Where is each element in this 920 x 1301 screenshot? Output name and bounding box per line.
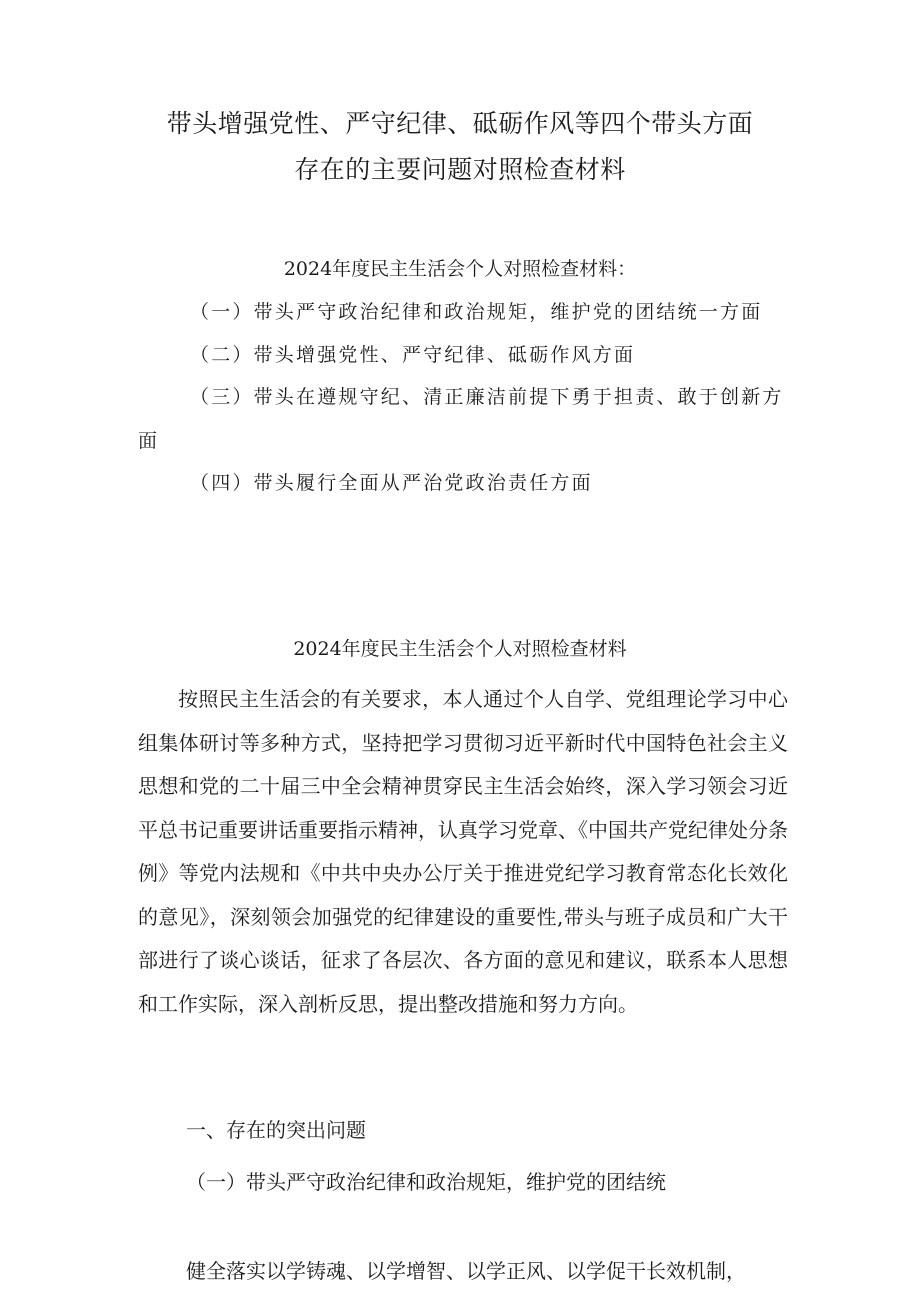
toc-item-2: （二）带头增强党性、严守纪律、砥砺作风方面 [190, 344, 636, 366]
document-title-line-2: 存在的主要问题对照检查材料 [294, 155, 626, 184]
toc-item-3: （三）带头在遵规守纪、清正廉洁前提下勇于担责、敢于创新方 [190, 386, 784, 408]
section-heading: 2024年度民主生活会个人对照检查材料 [293, 638, 627, 660]
intro-paragraph: 按照民主生活会的有关要求，本人通过个人自学、党组理论学习中心组集体研讨等多种方式，坚持把学习贯彻习近平新时代中国特色社会主义思想和党的二十届三中全会精神贯穿民主生活会始终，深入学习领会习近平总书记重要讲话重要指示精神，认真学习党章、《中国共产党纪律处分条例》等党内法规和《中共中央办公厅关于推进党纪学习教育常态化长效化的意见》，深刻领会加强党的纪律建设的重要性,带头与班子成员和广大干部进行了谈心谈话，征求了各层次、各方面的意见和建议，联系本人思想和工作实际，深入剖析反思，提出整改措施和努力方向。 [138, 687, 788, 1016]
toc-item-4: （四）带头履行全面从严治党政治责任方面 [190, 472, 593, 494]
toc-item-3-continuation: 面 [138, 430, 160, 452]
part-one-heading: 一、存在的突出问题 [186, 1118, 366, 1142]
part-one-sub-heading: （一）带头严守政治纪律和政治规矩，维护党的团结统 [186, 1170, 666, 1194]
toc-heading: 2024年度民主生活会个人对照检查材料： [283, 258, 637, 280]
body-text-last-line: 健全落实以学铸魂、以学增智、以学正风、以学促干长效机制， [186, 1259, 746, 1283]
document-title-line-1: 带头增强党性、严守纪律、砥砺作风等四个带头方面 [166, 109, 754, 138]
toc-item-1: （一）带头严守政治纪律和政治规矩，维护党的团结统一方面 [190, 301, 763, 323]
